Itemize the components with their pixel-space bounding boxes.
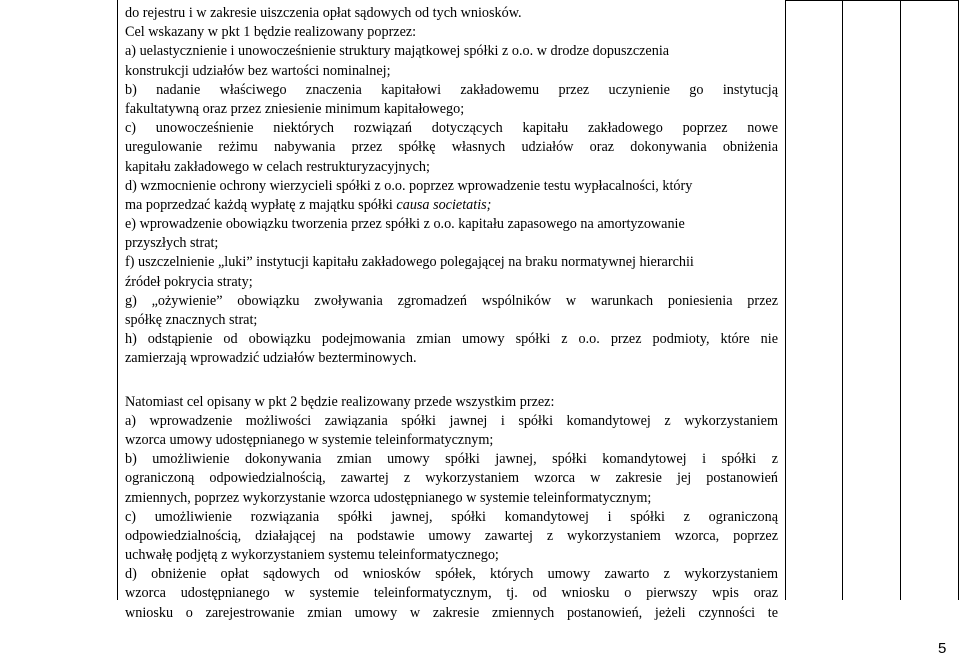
text-line: wniosku o zarejestrowanie zmian umowy w zakresie zmiennych postanowień, jeżeli czynności te (125, 604, 778, 621)
document-text (125, 4, 778, 623)
text-line: wzorca umowy udostępnianego w systemie teleinformatycznym; (125, 431, 494, 448)
text-line: Cel wskazany w pkt 1 będzie realizowany poprzez: (125, 24, 417, 41)
table-top-border (785, 0, 959, 1)
table-column-border (117, 0, 118, 600)
text-line: zmiennych, poprzez wykorzystanie wzorca udostępnianego w systemie teleinformatycznym; (125, 489, 652, 506)
text-line: b) umożliwienie dokonywania zmian umowy spółki jawnej, spółki komandytowej i spółki z (125, 451, 778, 468)
text-line: ograniczoną odpowiedzialnością, zawartej z wykorzystaniem wzorca w zakresie jej postanowień (125, 470, 778, 487)
text-line: d) wzmocnienie ochrony wierzycieli spółki z o.o. poprzez wprowadzenie testu wypłacalności, który (125, 177, 693, 194)
text-line: zamierzają wprowadzić udziałów bezterminowych. (125, 350, 417, 367)
text-line: uchwałę podjętą z wykorzystaniem systemu teleinformatycznego; (125, 547, 499, 564)
text-line: c) unowocześnienie niektórych rozwiązań dotyczących kapitału zakładowego poprzez nowe (125, 120, 778, 137)
text-line: g) „ożywienie” obowiązku zwoływania zgromadzeń wspólników w warunkach poniesienia przez (125, 292, 778, 309)
text-line: b) nadanie właściwego znaczenia kapitałowi zakładowemu przez uczynienie go instytucją (125, 81, 778, 98)
table-column-border (842, 0, 843, 600)
text-line: Natomiast cel opisany w pkt 2 będzie realizowany przede wszystkim przez: (125, 393, 555, 410)
paragraph-gap (125, 369, 778, 393)
text-segment: ma poprzedzać każdą wypłatę z majątku spółki (125, 196, 397, 213)
table-column-border (900, 0, 901, 600)
text-line: h) odstąpienie od obowiązku podejmowania zmian umowy spółki z o.o. przez podmioty, które nie (125, 331, 778, 348)
text-line-with-italic (125, 196, 778, 215)
text-line: wzorca udostępnianego w systemie teleinformatycznym, tj. od wniosku o pierwszy wpis oraz (125, 585, 778, 602)
text-line: d) obniżenie opłat sądowych od wniosków spółek, których umowy zawarto z wykorzystaniem (125, 566, 778, 583)
text-line: odpowiedzialnością, działającej na podstawie umowy zawartej z wykorzystaniem wzorca, poprzez (125, 527, 778, 544)
text-line: uregulowanie reżimu nabywania przez spółkę własnych udziałów oraz dokonywania obniżenia (125, 139, 778, 156)
text-line: do rejestru i w zakresie uiszczenia opłat sądowych od tych wniosków. (125, 5, 522, 21)
text-line: kapitału zakładowego w celach restrukturyzacyjnych; (125, 158, 430, 175)
page-number: 5 (938, 640, 947, 657)
italic-phrase: causa societatis; (396, 196, 492, 213)
text-line: przyszłych strat; (125, 235, 219, 252)
text-line: fakultatywną oraz przez zniesienie minimum kapitałowego; (125, 100, 465, 117)
text-line: spółkę znacznych strat; (125, 312, 258, 328)
table-column-border (785, 0, 786, 600)
text-line: źródeł pokrycia straty; (125, 273, 253, 290)
text-line: a) uelastycznienie i unowocześnienie struktury majątkowej spółki z o.o. w drodze dopuszczenia (125, 43, 670, 60)
text-line: konstrukcji udziałów bez wartości nominalnej; (125, 62, 391, 79)
table-column-border (958, 0, 959, 600)
text-line: c) umożliwienie rozwiązania spółki jawnej, spółki komandytowej i spółki z ograniczoną (125, 508, 778, 525)
text-line: a) wprowadzenie możliwości zawiązania spółki jawnej i spółki komandytowej z wykorzystaniem (125, 412, 778, 429)
text-line: e) wprowadzenie obowiązku tworzenia przez spółki z o.o. kapitału zapasowego na amortyzowanie (125, 216, 685, 233)
text-line: f) uszczelnienie „luki” instytucji kapitału zakładowego polegającej na braku normatywnej hierarchii (125, 254, 694, 271)
